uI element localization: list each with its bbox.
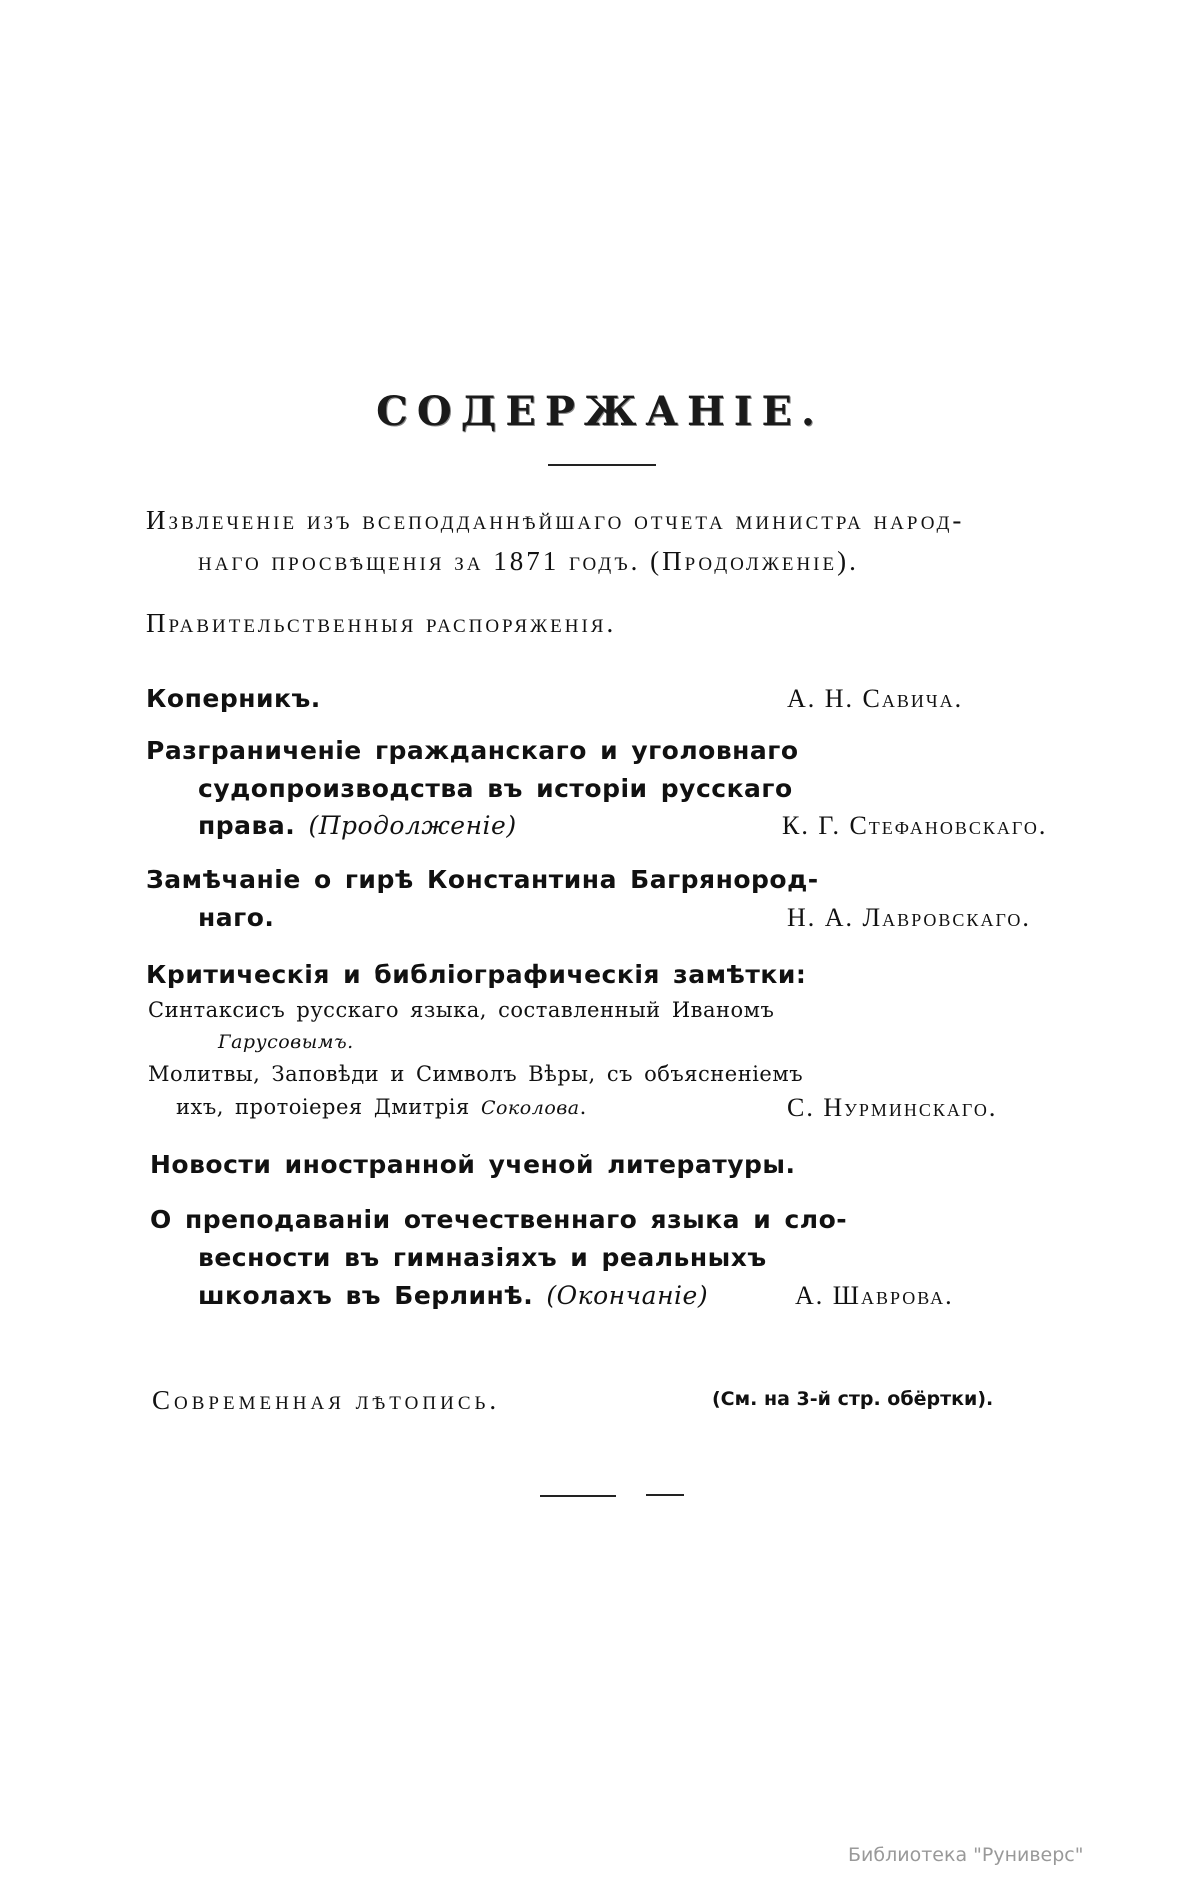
intro-line-1: Извлеченіе изъ всеподданнѣйшаго отчета министра народ- (146, 505, 965, 535)
entry-prepodavanie-line-3 (198, 1281, 708, 1310)
entry-zamechanie-line-1: Замѣчаніе о гирѣ Константина Багрянород- (146, 865, 819, 894)
entry-prepodavanie-note: (Окончаніе) (546, 1281, 709, 1310)
intro-line-2: наго просвѣщенія за 1871 годъ. (Продолженіе). (198, 546, 859, 576)
entry-razgranichenie-note: (Продолженіе) (308, 811, 517, 840)
entry-prepodavanie-line-3-text: школахъ въ Берлинѣ. (198, 1281, 534, 1310)
entry-kritich-sub2-end: . (579, 1095, 587, 1119)
page-title: СОДЕРЖАНІЕ. (376, 388, 824, 435)
entry-razgranichenie-author: К. Г. Стефановскаго. (782, 811, 1048, 840)
library-watermark: Библиотека "Руниверс" (848, 1844, 1084, 1866)
entry-razgranichenie-line-1: Разграниченіе гражданскаго и уголовнаго (146, 736, 799, 765)
entry-prepodavanie-line-2: весности въ гимназіяхъ и реальныхъ (198, 1243, 767, 1272)
entry-kritich-sub2-name: Соколова (480, 1097, 580, 1119)
chronicle-note: (См. на 3-й стр. обёртки). (712, 1388, 994, 1410)
entry-kritich-sub2-line-2-text: ихъ, протоіерея Дмитрія (176, 1095, 470, 1119)
entry-razgranichenie-line-3 (198, 811, 517, 840)
end-divider-right (646, 1494, 684, 1496)
entry-prepodavanie-author: А. Шаврова. (795, 1281, 954, 1310)
title-divider (548, 464, 656, 466)
entry-kopernik-author: А. Н. Савича. (787, 684, 964, 713)
entry-kopernik-title: Коперникъ. (146, 684, 321, 713)
entry-kritich-sub2-line-1: Молитвы, Заповѣди и Символъ Вѣры, съ объясненіемъ (148, 1062, 804, 1086)
entry-razgranichenie-line-2: судопроизводства въ исторіи русскаго (198, 774, 793, 803)
entry-zamechanie-line-2: наго. (198, 903, 275, 932)
entry-razgranichenie-line-3-text: права. (198, 811, 296, 840)
chronicle-heading: Современная лѣтопись. (152, 1385, 501, 1415)
entry-kritich-author: С. Нурминскаго. (787, 1093, 998, 1122)
entry-prepodavanie-line-1: О преподаваніи отечественнаго языка и сло- (150, 1205, 848, 1234)
entry-kritich-sub1-line-1: Синтаксисъ русскаго языка, составленный Иваномъ (148, 998, 775, 1022)
end-divider-left (540, 1495, 616, 1497)
entry-kritich-sub2-line-2 (176, 1095, 587, 1119)
entry-kritich-heading: Критическія и библіографическія замѣтки: (146, 960, 807, 989)
government-heading: Правительственныя распоряженія. (146, 608, 617, 638)
entry-kritich-sub1-line-2: Гарусовымъ. (218, 1031, 354, 1053)
entry-zamechanie-author: Н. А. Лавровскаго. (787, 903, 1031, 932)
entry-novosti-title: Новости иностранной ученой литературы. (150, 1150, 796, 1179)
